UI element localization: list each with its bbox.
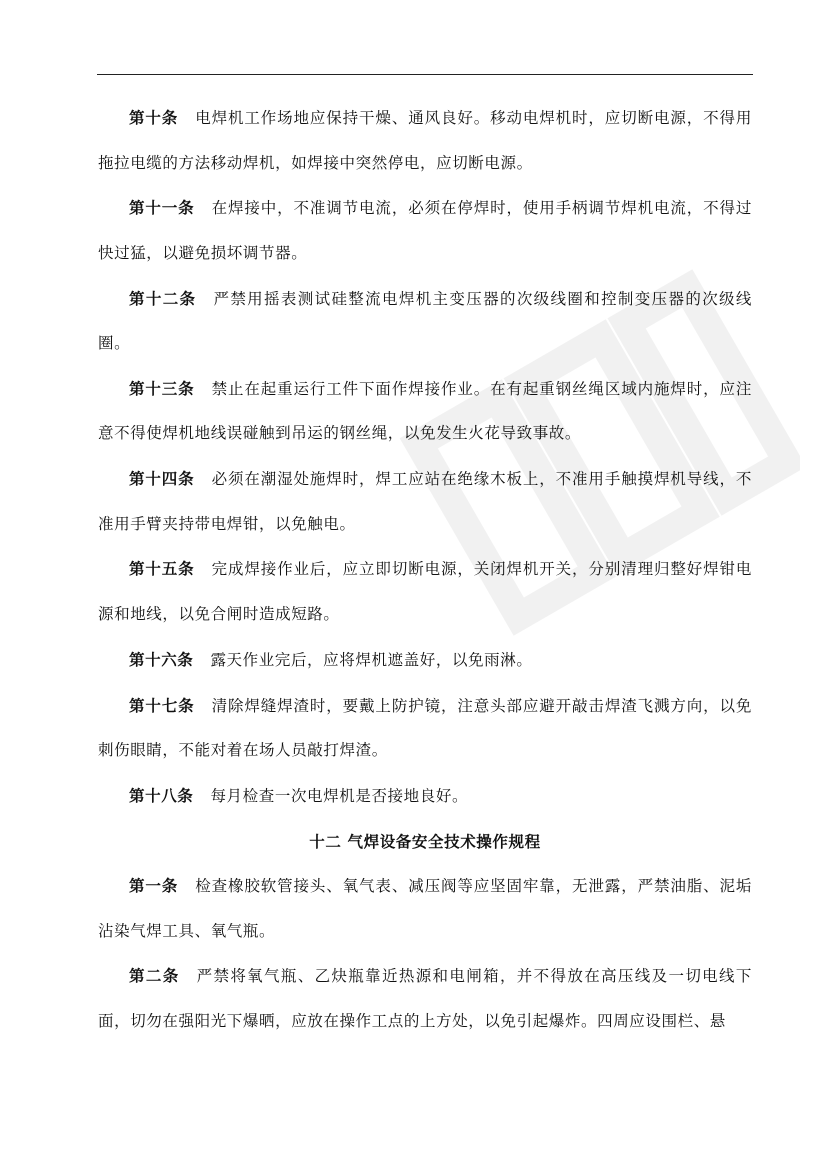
- article-text: 检查橡胶软管接头、氧气表、减压阀等应坚固牢靠，无泄露，严禁油脂、泥垢沾染气焊工具、氧气瓶。: [98, 877, 752, 940]
- article-text: 露天作业完后，应将焊机遮盖好，以免雨淋。: [210, 650, 533, 669]
- article-13: [98, 367, 752, 456]
- article-text: 严禁将氧气瓶、乙炔瓶靠近热源和电闸箱，并不得放在高压线及一切电线下面，切勿在强阳光下爆晒，应放在操作工点的上方处，以免引起爆炸。四周应设围栏、悬: [98, 967, 752, 1030]
- article-1: [98, 864, 752, 953]
- article-text: 每月检查一次电焊机是否接地良好。: [210, 786, 469, 805]
- article-label: 第十八条: [129, 785, 194, 805]
- article-text: 在焊接中，不准调节电流，必须在停焊时，使用手柄调节焊机电流，不得过快过猛，以避免损坏调节器。: [98, 199, 752, 262]
- header-rule: [97, 74, 753, 75]
- article-16: [98, 638, 752, 683]
- article-label: 第十三条: [129, 378, 195, 398]
- section-heading: 十二 气焊设备安全技术操作规程: [309, 831, 541, 851]
- article-label: 第十条: [129, 108, 179, 127]
- document-body: [98, 96, 752, 1043]
- article-10: [98, 96, 752, 185]
- article-label: 第十六条: [129, 649, 194, 669]
- article-text: 完成焊接作业后，应立即切断电源，关闭焊机开关，分别清理归整好焊钳电源和地线，以免合闸时造成短路。: [98, 560, 752, 623]
- article-label: 第十一条: [129, 198, 195, 218]
- article-17: [98, 684, 752, 773]
- article-2: [98, 954, 752, 1043]
- article-text: 必须在潮湿处施焊时，焊工应站在绝缘木板上，不准用手触摸焊机导线，不准用手臂夹持带电焊钳，以免触电。: [98, 470, 752, 533]
- article-text: 严禁用摇表测试硅整流电焊机主变压器的次级线圈和控制变压器的次级线圈。: [98, 289, 753, 353]
- article-label: 第十五条: [129, 559, 195, 579]
- article-text: 禁止在起重运行工件下面作焊接作业。在有起重钢丝绳区域内施焊时，应注意不得使焊机地线误碰触到吊运的钢丝绳，以免发生火花导致事故。: [98, 379, 752, 443]
- article-14: [98, 457, 752, 546]
- article-15: [98, 547, 752, 636]
- article-label: 第一条: [129, 876, 179, 896]
- article-label: 第二条: [129, 966, 180, 986]
- article-label: 第十四条: [129, 469, 195, 489]
- article-18: [98, 774, 752, 819]
- article-text: 电焊机工作场地应保持干燥、通风良好。移动电焊机时，应切断电源，不得用拖拉电缆的方法移动焊机，如焊接中突然停电，应切断电源。: [98, 109, 752, 172]
- article-label: 第十二条: [129, 288, 197, 308]
- article-label: 第十七条: [129, 695, 195, 715]
- article-12: [98, 277, 752, 366]
- article-11: [98, 186, 752, 275]
- article-text: 清除焊缝焊渣时，要戴上防护镜，注意头部应避开敲击焊渣飞溅方向，以免刺伤眼睛，不能对着在场人员敲打焊渣。: [98, 696, 752, 760]
